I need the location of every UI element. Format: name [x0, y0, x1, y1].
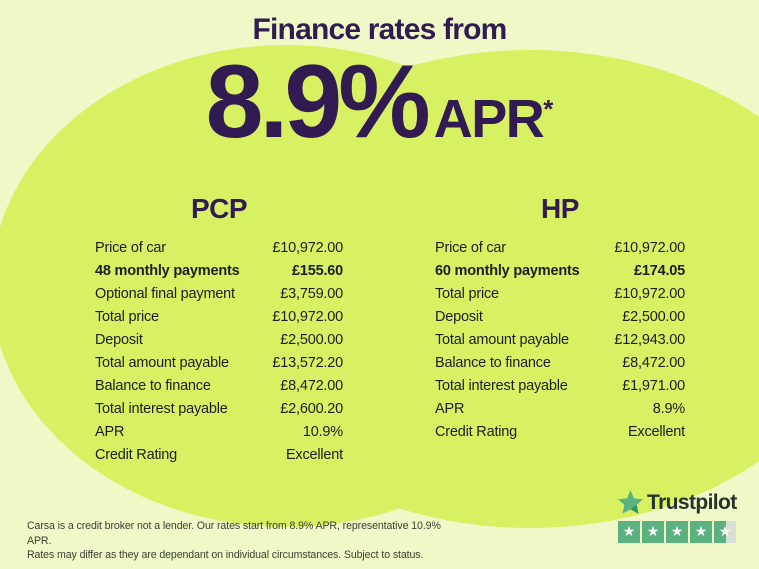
legal-disclaimer	[27, 519, 457, 563]
trustpilot-rating-star-3: ★	[666, 521, 688, 543]
finance-row	[435, 263, 685, 286]
apr-asterisk: *	[543, 94, 554, 124]
finance-row-value: £12,943.00	[614, 332, 685, 348]
finance-row-label: Total interest payable	[435, 378, 568, 394]
finance-row-label: APR	[95, 424, 125, 440]
trustpilot-wordmark: Trustpilot	[647, 490, 737, 514]
trustpilot-rating-star-1: ★	[618, 521, 640, 543]
finance-row	[95, 401, 343, 424]
finance-row-value: £3,759.00	[280, 286, 343, 302]
finance-row-label: Price of car	[95, 240, 166, 256]
finance-row	[95, 332, 343, 355]
finance-row-label: Total price	[95, 309, 159, 325]
finance-row-value: 10.9%	[302, 424, 343, 440]
finance-row-value: 8.9%	[652, 401, 685, 417]
finance-row-label: Total interest payable	[95, 401, 228, 417]
finance-row	[95, 263, 343, 286]
trustpilot-rating-star-2: ★	[642, 521, 664, 543]
finance-row-label: Balance to finance	[435, 355, 551, 371]
finance-row-label: Optional final payment	[95, 286, 235, 302]
finance-row-label: Total amount payable	[435, 332, 569, 348]
promo-title: Finance rates from	[252, 13, 507, 46]
finance-row-value: £155.60	[291, 263, 343, 279]
finance-row-label: Balance to finance	[95, 378, 211, 394]
pcp-heading: PCP	[190, 193, 248, 224]
finance-row	[95, 447, 343, 470]
trustpilot-star-icon	[617, 489, 644, 516]
finance-row	[435, 332, 685, 355]
finance-row	[435, 378, 685, 401]
finance-row	[95, 240, 343, 263]
finance-row	[95, 286, 343, 309]
disclaimer-line-1: Carsa is a credit broker not a lender. Our rates start from 8.9% APR, representative 10.9% APR.	[27, 520, 441, 547]
apr-rate-value: 8.9%	[205, 44, 427, 160]
finance-row-value: £13,572.20	[272, 355, 343, 371]
finance-row-label: 48 monthly payments	[95, 263, 240, 279]
finance-row-value: £10,972.00	[614, 286, 685, 302]
finance-row-value: £10,972.00	[272, 240, 343, 256]
finance-row-value: £10,972.00	[614, 240, 685, 256]
finance-row	[435, 286, 685, 309]
finance-row-value: Excellent	[627, 424, 685, 440]
finance-row-label: Credit Rating	[435, 424, 518, 440]
finance-row-label: Total price	[435, 286, 499, 302]
finance-row-value: £8,472.00	[622, 355, 685, 371]
finance-row-label: Credit Rating	[95, 447, 178, 463]
finance-row	[435, 401, 685, 424]
finance-row	[95, 355, 343, 378]
finance-row-label: Total amount payable	[95, 355, 229, 371]
finance-row-value: £10,972.00	[272, 309, 343, 325]
finance-row-value: £1,971.00	[622, 378, 685, 394]
trustpilot-rating-star-4: ★	[690, 521, 712, 543]
finance-row	[95, 424, 343, 447]
finance-row-label: Deposit	[95, 332, 143, 348]
finance-row	[435, 309, 685, 332]
trustpilot-rating-star-5: ★	[714, 521, 736, 543]
hp-column	[435, 193, 685, 447]
finance-row	[95, 309, 343, 332]
pcp-column	[95, 193, 343, 470]
finance-row-value: Excellent	[285, 447, 343, 463]
finance-row	[95, 378, 343, 401]
finance-row-value: £8,472.00	[280, 378, 343, 394]
finance-row	[435, 240, 685, 263]
apr-headline	[0, 44, 759, 160]
hp-table	[435, 240, 685, 447]
disclaimer-line-2: Rates may differ as they are dependant on individual circumstances. Subject to status.	[27, 549, 424, 561]
apr-label	[433, 89, 554, 149]
finance-row	[435, 355, 685, 378]
trustpilot-logo	[617, 489, 737, 516]
finance-row-value: £174.05	[633, 263, 685, 279]
finance-row-value: £2,500.00	[622, 309, 685, 325]
trustpilot-rating-stars	[618, 521, 737, 543]
finance-row-value: £2,500.00	[280, 332, 343, 348]
hp-heading: HP	[541, 193, 579, 224]
apr-label-text: APR	[433, 89, 544, 149]
pcp-table	[95, 240, 343, 470]
finance-row-label: Deposit	[435, 309, 483, 325]
finance-row-label: Price of car	[435, 240, 506, 256]
finance-row	[435, 424, 685, 447]
finance-row-label: APR	[435, 401, 465, 417]
trustpilot-widget	[617, 489, 737, 543]
finance-row-value: £2,600.20	[280, 401, 343, 417]
finance-row-label: 60 monthly payments	[435, 263, 580, 279]
